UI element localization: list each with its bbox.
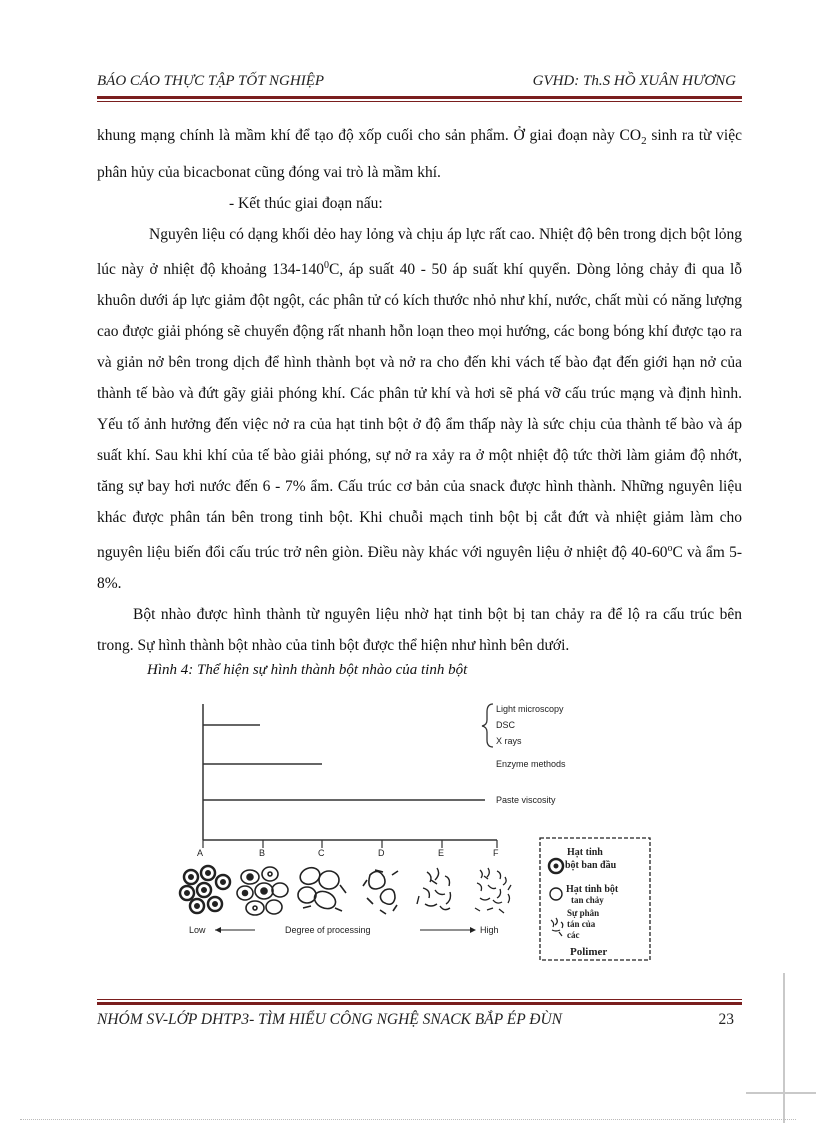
bottom-dotted-line: [20, 1119, 796, 1120]
legend-label: các: [567, 930, 580, 940]
page-number: 23: [718, 1011, 734, 1028]
method-label: Enzyme methods: [496, 759, 566, 769]
footer-rule-thick: [97, 1002, 742, 1005]
legend-label: tan chảy: [571, 895, 604, 905]
legend-label: Hạt tinh bột: [566, 884, 619, 895]
paragraph-3-text: Nguyên liệu có dạng khối dẻo hay lỏng và chịu áp lực rất cao. Nhiệt độ bên trong dịch bột lỏng lúc này ở nhiệt độ khoảng 134-140: [97, 226, 742, 279]
stage-label: F: [493, 848, 499, 858]
degree-superscript: 0: [323, 260, 329, 272]
header-rule-thick: [97, 96, 742, 99]
stage-e-polymers: [417, 868, 451, 910]
header-report-title: BÁO CÁO THỰC TẬP TỐT NGHIỆP: [97, 73, 325, 89]
paragraph-3: [97, 219, 742, 599]
brace: [482, 704, 493, 747]
stage-b-granules: [237, 867, 288, 915]
stage-label: B: [259, 848, 266, 858]
axis-low-label: Low: [189, 925, 206, 935]
method-label: X rays: [496, 736, 522, 746]
axis-high-label: High: [480, 925, 499, 935]
paragraph-3-text-end: C và ẩm 5-8%.: [97, 544, 742, 593]
page-header: [97, 73, 742, 93]
legend-label: Polimer: [570, 946, 608, 958]
method-label: DSC: [496, 720, 516, 730]
figure-caption: Hình 4: Thể hiện sự hình thành bột nhào của tinh bột: [147, 662, 468, 678]
paragraph-1-text-end: sinh ra từ việc phân hủy của bicacbonat cũng đóng vai trò là mầm khí.: [97, 127, 742, 182]
stage-c-granules: [298, 865, 346, 912]
legend-label: Hạt tinh: [567, 847, 603, 858]
method-label: Paste viscosity: [496, 795, 556, 805]
paragraph-2: - Kết thúc giai đoạn nấu:: [229, 195, 383, 213]
body-text: [97, 120, 742, 661]
legend-label: Sự phân: [567, 908, 600, 918]
footer-group-title: NHÓM SV-LỚP DHTP3- TÌM HIỂU CÔNG NGHỆ SNACK BẮP ÉP ĐÙN: [97, 1011, 563, 1028]
footer-rule-thin: [97, 999, 742, 1000]
corner-decoration: [746, 973, 816, 1123]
co2-subscript: 2: [641, 135, 647, 148]
starch-gelatinization-figure: [175, 690, 665, 965]
method-label: Light microscopy: [496, 704, 564, 714]
stage-f-polymers: [475, 868, 511, 913]
header-advisor: GVHD: Th.S HỒ XUÂN HƯƠNG: [532, 73, 736, 89]
paragraph-1: [97, 120, 742, 188]
paragraph-3-text-mid: C, áp suất 40 - 50 áp suất khí quyển. Dòng lỏng chảy đi qua lỗ khuôn dưới áp lực giảm đột ngột, các phân tử có kích thước nhỏ như khí, nước, chất mùi có năng lượng cao được giải phóng sẽ chuyển động rất nhanh hỗn loạn theo mọi hướng, các bong bóng khí được tạo ra và giản nở bên trong dịch để hình thành bọt và nở ra cho đến khi vách tế bào đạt đến giới hạn nở của thành tế bào và đứt gãy giải phóng khí. Các phân tử khí và hơi sẽ phá vỡ cấu trúc mạng và định hình. Yếu tố ảnh hưởng đến việc nở ra của hạt tinh bột ở độ ẩm thấp này là sức chịu của thành tế bào và áp suất khí. Sau khi khí của tế bào giải phóng, sự nở ra xảy ra ở một nhiệt độ tức thời làm giảm độ nhớt, tăng sự bay hơi nước đến 6 - 7% ẩm. Cấu trúc cơ bản của snack được hình thành. Những nguyên liệu khác được phân tán bên trong tinh bột. Khi chuỗi mạch tinh bột bị cắt đứt và nhiệt giảm làm cho nguyên liệu biến đổi cấu trúc trở nên giòn. Điều này khác với nguyên liệu ở nhiệt độ 40-60: [97, 261, 743, 562]
stage-a-granules: [180, 866, 230, 913]
legend-melted-granule-icon: [550, 888, 562, 900]
header-rule-thin: [97, 101, 742, 102]
degree-superscript-2: o: [667, 543, 673, 555]
legend-label: bột ban đầu: [565, 860, 617, 871]
stage-label: C: [318, 848, 325, 858]
legend-label: tán của: [567, 919, 596, 929]
stage-label: D: [378, 848, 385, 858]
stage-d-granules: [363, 870, 398, 914]
stage-label: A: [197, 848, 204, 858]
stage-label: E: [438, 848, 445, 858]
axis-mid-label: Degree of processing: [285, 925, 371, 935]
paragraph-1-text: khung mạng chính là mầm khí để tạo độ xốp cuối cho sản phẩm. Ở giai đoạn này CO: [97, 127, 642, 144]
paragraph-4: Bột nhào được hình thành từ nguyên liệu nhờ hạt tinh bột bị tan chảy ra để lộ ra cấu trúc bên trong. Sự hình thành bột nhào của tinh bột được thể hiện như hình bên dưới.: [97, 606, 742, 655]
legend-polymer-icon: [551, 918, 563, 936]
